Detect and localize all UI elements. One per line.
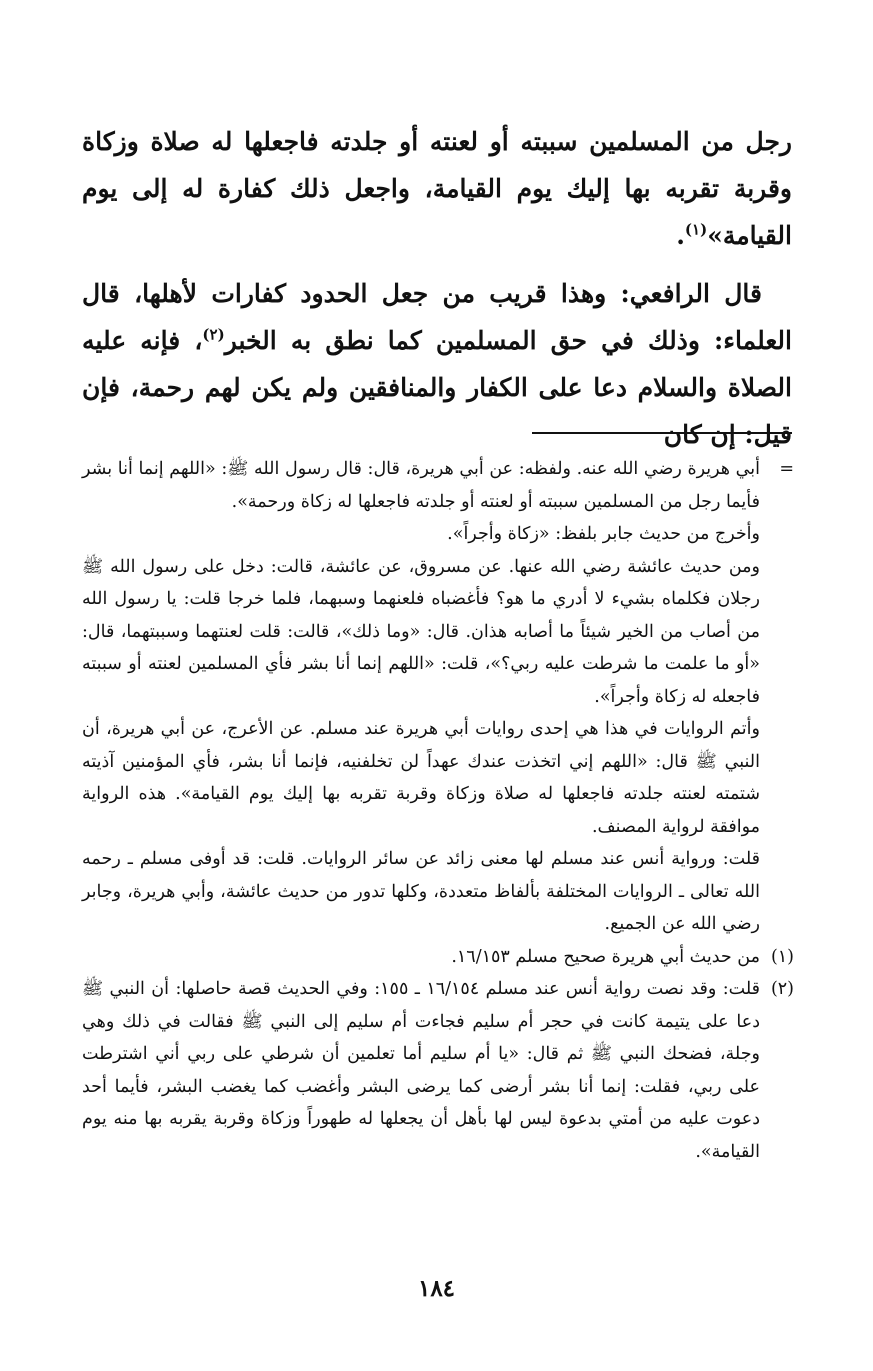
footnote-2 [82, 973, 794, 1168]
footnote-1-marker: (١) [770, 946, 794, 967]
continuation-paragraph: قلت: ورواية أنس عند مسلم لها معنى زائد عن سائر الروايات. قلت: قد أوفى مسلم ـ رحمه الله تعالى ـ الروايات المختلفة بألفاظ متعددة، وكلها تدور من حديث عائشة، وأبي هريرة، وجابر رضي الله عن الجميع. [82, 849, 760, 934]
footnote-2-body [82, 973, 760, 1168]
footnote-continuation [82, 453, 794, 941]
footnote-1-body [82, 941, 760, 974]
main-text [82, 118, 792, 458]
main-paragraph-1-end: . [676, 221, 685, 250]
continuation-paragraph: وأخرج من حديث جابر بلفظ: «زكاة وأجراً». [447, 524, 760, 544]
footnote-1 [82, 941, 794, 974]
continuation-marker: = [779, 459, 794, 479]
continuation-paragraph: ومن حديث عائشة رضي الله عنها. عن مسروق، عن عائشة، قالت: دخل على رسول الله ﷺ رجلان فكلماه بشيء لا أدري ما هو؟ فأغضباه فلعنهما وسبهما، فلما خرجا قلت: يا رسول الله من أصاب من الخير شيئاً ما أصابه هذان. قال: «وما ذلك»، قالت: قلت لعنتهما وسببتهما، قال: «أو ما علمت ما شرطت عليه ربي؟»، قلت: «اللهم إنما أنا بشر فأي المسلمين لعنته أو سببته فاجعله له زكاة وأجراً». [82, 556, 760, 707]
footnote-1-text: من حديث أبي هريرة صحيح مسلم ١٦/١٥٣. [451, 946, 760, 967]
footnote-2-marker: (٢) [770, 979, 794, 999]
main-paragraph-2 [82, 270, 792, 458]
footnote-divider [532, 432, 792, 434]
continuation-paragraph: أبي هريرة رضي الله عنه. ولفظه: عن أبي هريرة، قال: قال رسول الله ﷺ: «اللهم إنما أنا بشر فأيما رجل من المسلمين سببته أو لعنته أو جلدته فاجعلها له زكاة ورحمة». [82, 459, 760, 512]
page-number: ١٨٤ [417, 1275, 456, 1302]
footnote-ref-2: (٢) [202, 325, 225, 344]
main-paragraph-1 [82, 118, 792, 259]
footnote-continuation-body [82, 453, 760, 941]
footnotes [82, 453, 794, 1168]
footnote-2-text: قلت: وقد نصت رواية أنس عند مسلم ١٦/١٥٤ ـ ١٥٥: وفي الحديث قصة حاصلها: أن النبي ﷺ دعا على يتيمة كانت في حجر أم سليم فجاءت أم سليم إلى النبي ﷺ فقالت في ذلك وهي وجلة، فضحك النبي ﷺ ثم قال: «يا أم سليم أما تعلمين أن شرطي على ربي أني اشترطت على ربي، فقلت: إنما أنا بشر أرضى كما يرضى البشر وأغضب كما يغضب البشر، فأيما أحد دعوت عليه من أمتي بدعوة ليس لها بأهل أن يجعلها له طهوراً وزكاة وقربة يقربه بها منه يوم القيامة». [82, 979, 760, 1162]
footnote-ref-1: (١) [684, 220, 708, 239]
main-paragraph-1-text: رجل من المسلمين سببته أو لعنته أو جلدته فاجعلها له صلاة وزكاة وقربة تقربه بها إليك يوم القيامة، واجعل ذلك كفارة له إلى يوم القيامة» [82, 127, 792, 250]
continuation-paragraph: وأتم الروايات في هذا هي إحدى روايات أبي هريرة عند مسلم. عن الأعرج، عن أبي هريرة، أن النبي ﷺ قال: «اللهم إني اتخذت عندك عهداً لن تخلفنيه، فإنما أنا بشر، فأي المؤمنين آذيته شتمته لعنته جلدته فاجعلها له صلاة وزكاة وقربة تقربه بها إليك يوم القيامة». هذه الرواية موافقة لرواية المصنف. [82, 719, 760, 837]
main-paragraph-2-text-b: ، فإنه عليه الصلاة والسلام دعا على الكفار والمنافقين ولم يكن لهم رحمة، فإن قيل: إن كان [82, 326, 792, 449]
main-paragraph-2-text-a: قال الرافعي: وهذا قريب من جعل الحدود كفارات لأهلها، قال العلماء: وذلك في حق المسلمين كما نطق به الخبر [82, 279, 792, 355]
